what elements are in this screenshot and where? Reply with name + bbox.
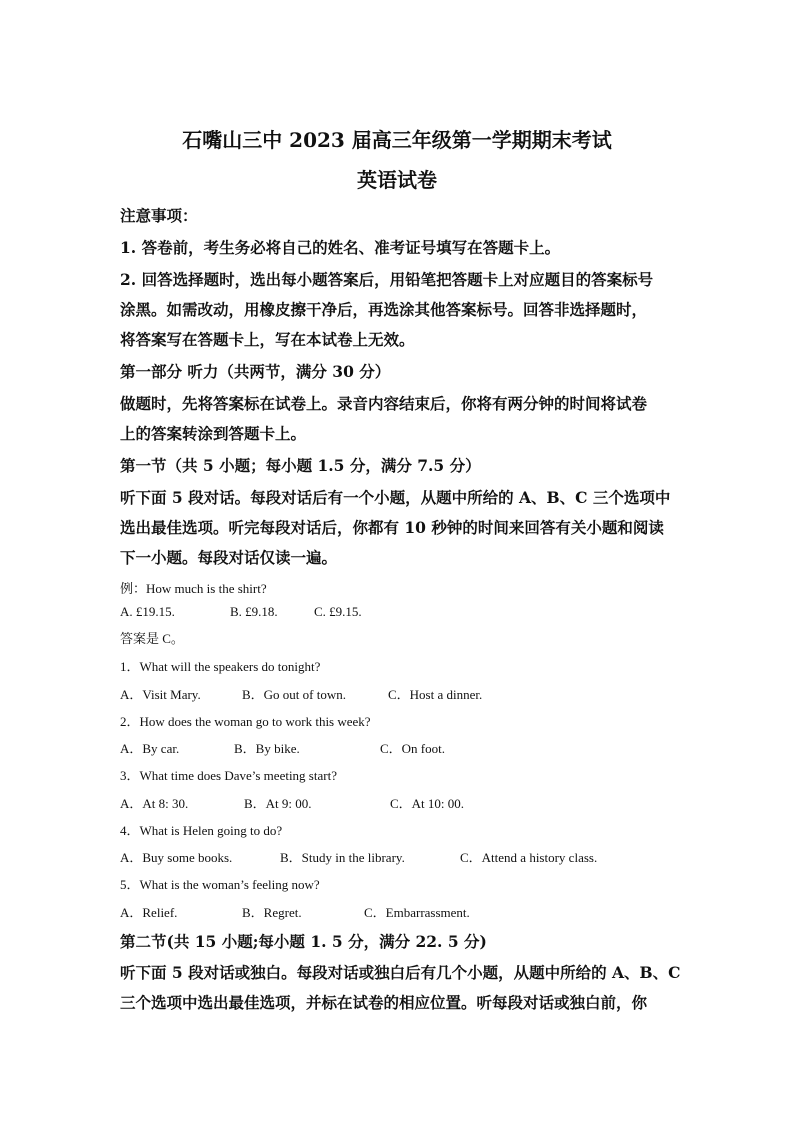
part1-intro-line-1: 做题时，先将答案标在试卷上。录音内容结束后，你将有两分钟的时间将试卷 bbox=[120, 394, 648, 413]
question-3: 3．What time does Dave’s meeting start? bbox=[120, 768, 337, 783]
question-1-option-b: B．Go out of town. bbox=[242, 687, 347, 702]
exam-title: 石嘴山三中 2023 届高三年级第一学期期末考试 bbox=[182, 128, 612, 152]
notice-item-1: 1. 答卷前，考生务必将自己的姓名、准考证号填写在答题卡上。 bbox=[120, 238, 561, 257]
question-4-option-a: A．Buy some books. bbox=[120, 850, 233, 865]
question-3-option-c: C．At 10: 00. bbox=[390, 796, 465, 811]
question-2-option-b: B．By bike. bbox=[234, 741, 300, 756]
example-option-c: C. £9.15. bbox=[314, 604, 362, 619]
section1-instruction-line-1: 听下面 5 段对话。每段对话后有一个小题，从题中所给的 A、B、C 三个选项中 bbox=[120, 488, 671, 507]
section1-instruction-line-3: 下一小题。每段对话仅读一遍。 bbox=[120, 548, 338, 567]
question-2-option-c: C．On foot. bbox=[380, 741, 446, 756]
part1-heading: 第一部分 听力（共两节，满分 30 分） bbox=[120, 362, 391, 381]
question-5-option-b: B．Regret. bbox=[242, 905, 302, 920]
question-3-option-b: B．At 9: 00. bbox=[244, 796, 312, 811]
part1-intro-line-2: 上的答案转涂到答题卡上。 bbox=[120, 424, 307, 443]
notice-item-2-line-3: 将答案写在答题卡上，写在本试卷上无效。 bbox=[120, 330, 415, 349]
question-5-option-c: C．Embarrassment. bbox=[364, 905, 470, 920]
example-question: 例：How much is the shirt? bbox=[120, 581, 267, 596]
section2-instruction-line-1: 听下面 5 段对话或独白。每段对话或独白后有几个小题，从题中所给的 A、B、C bbox=[120, 963, 681, 982]
section2-instruction-line-2: 三个选项中选出最佳选项，并标在试卷的相应位置。听每段对话或独白前，你 bbox=[120, 993, 648, 1012]
question-1-option-a: A．Visit Mary. bbox=[120, 687, 201, 702]
example-answer: 答案是 C。 bbox=[120, 631, 184, 646]
question-2: 2．How does the woman go to work this week? bbox=[120, 714, 371, 729]
question-5: 5．What is the woman’s feeling now? bbox=[120, 877, 320, 892]
section2-heading: 第二节(共 15 小题;每小题 1. 5 分，满分 22. 5 分) bbox=[120, 932, 487, 951]
notice-item-2-line-2: 涂黑。如需改动，用橡皮擦干净后，再选涂其他答案标号。回答非选择题时， bbox=[120, 300, 648, 319]
question-4-option-c: C．Attend a history class. bbox=[460, 850, 598, 865]
example-option-b: B. £9.18. bbox=[230, 604, 278, 619]
question-1: 1．What will the speakers do tonight? bbox=[120, 659, 321, 674]
notice-heading: 注意事项： bbox=[120, 206, 198, 225]
question-1-option-c: C．Host a dinner. bbox=[388, 687, 483, 702]
question-4-option-b: B．Study in the library. bbox=[280, 850, 405, 865]
question-5-option-a: A．Relief. bbox=[120, 905, 178, 920]
question-4: 4．What is Helen going to do? bbox=[120, 823, 283, 838]
section1-heading: 第一节（共 5 小题；每小题 1.5 分，满分 7.5 分） bbox=[120, 456, 481, 475]
notice-item-2-line-1: 2. 回答选择题时，选出每小题答案后，用铅笔把答题卡上对应题目的答案标号 bbox=[120, 270, 654, 289]
question-3-option-a: A．At 8: 30. bbox=[120, 796, 189, 811]
question-2-option-a: A．By car. bbox=[120, 741, 180, 756]
example-option-a: A. £19.15. bbox=[120, 604, 175, 619]
exam-subtitle: 英语试卷 bbox=[357, 168, 437, 192]
section1-instruction-line-2: 选出最佳选项。听完每段对话后，你都有 10 秒钟的时间来回答有关小题和阅读 bbox=[120, 518, 664, 537]
